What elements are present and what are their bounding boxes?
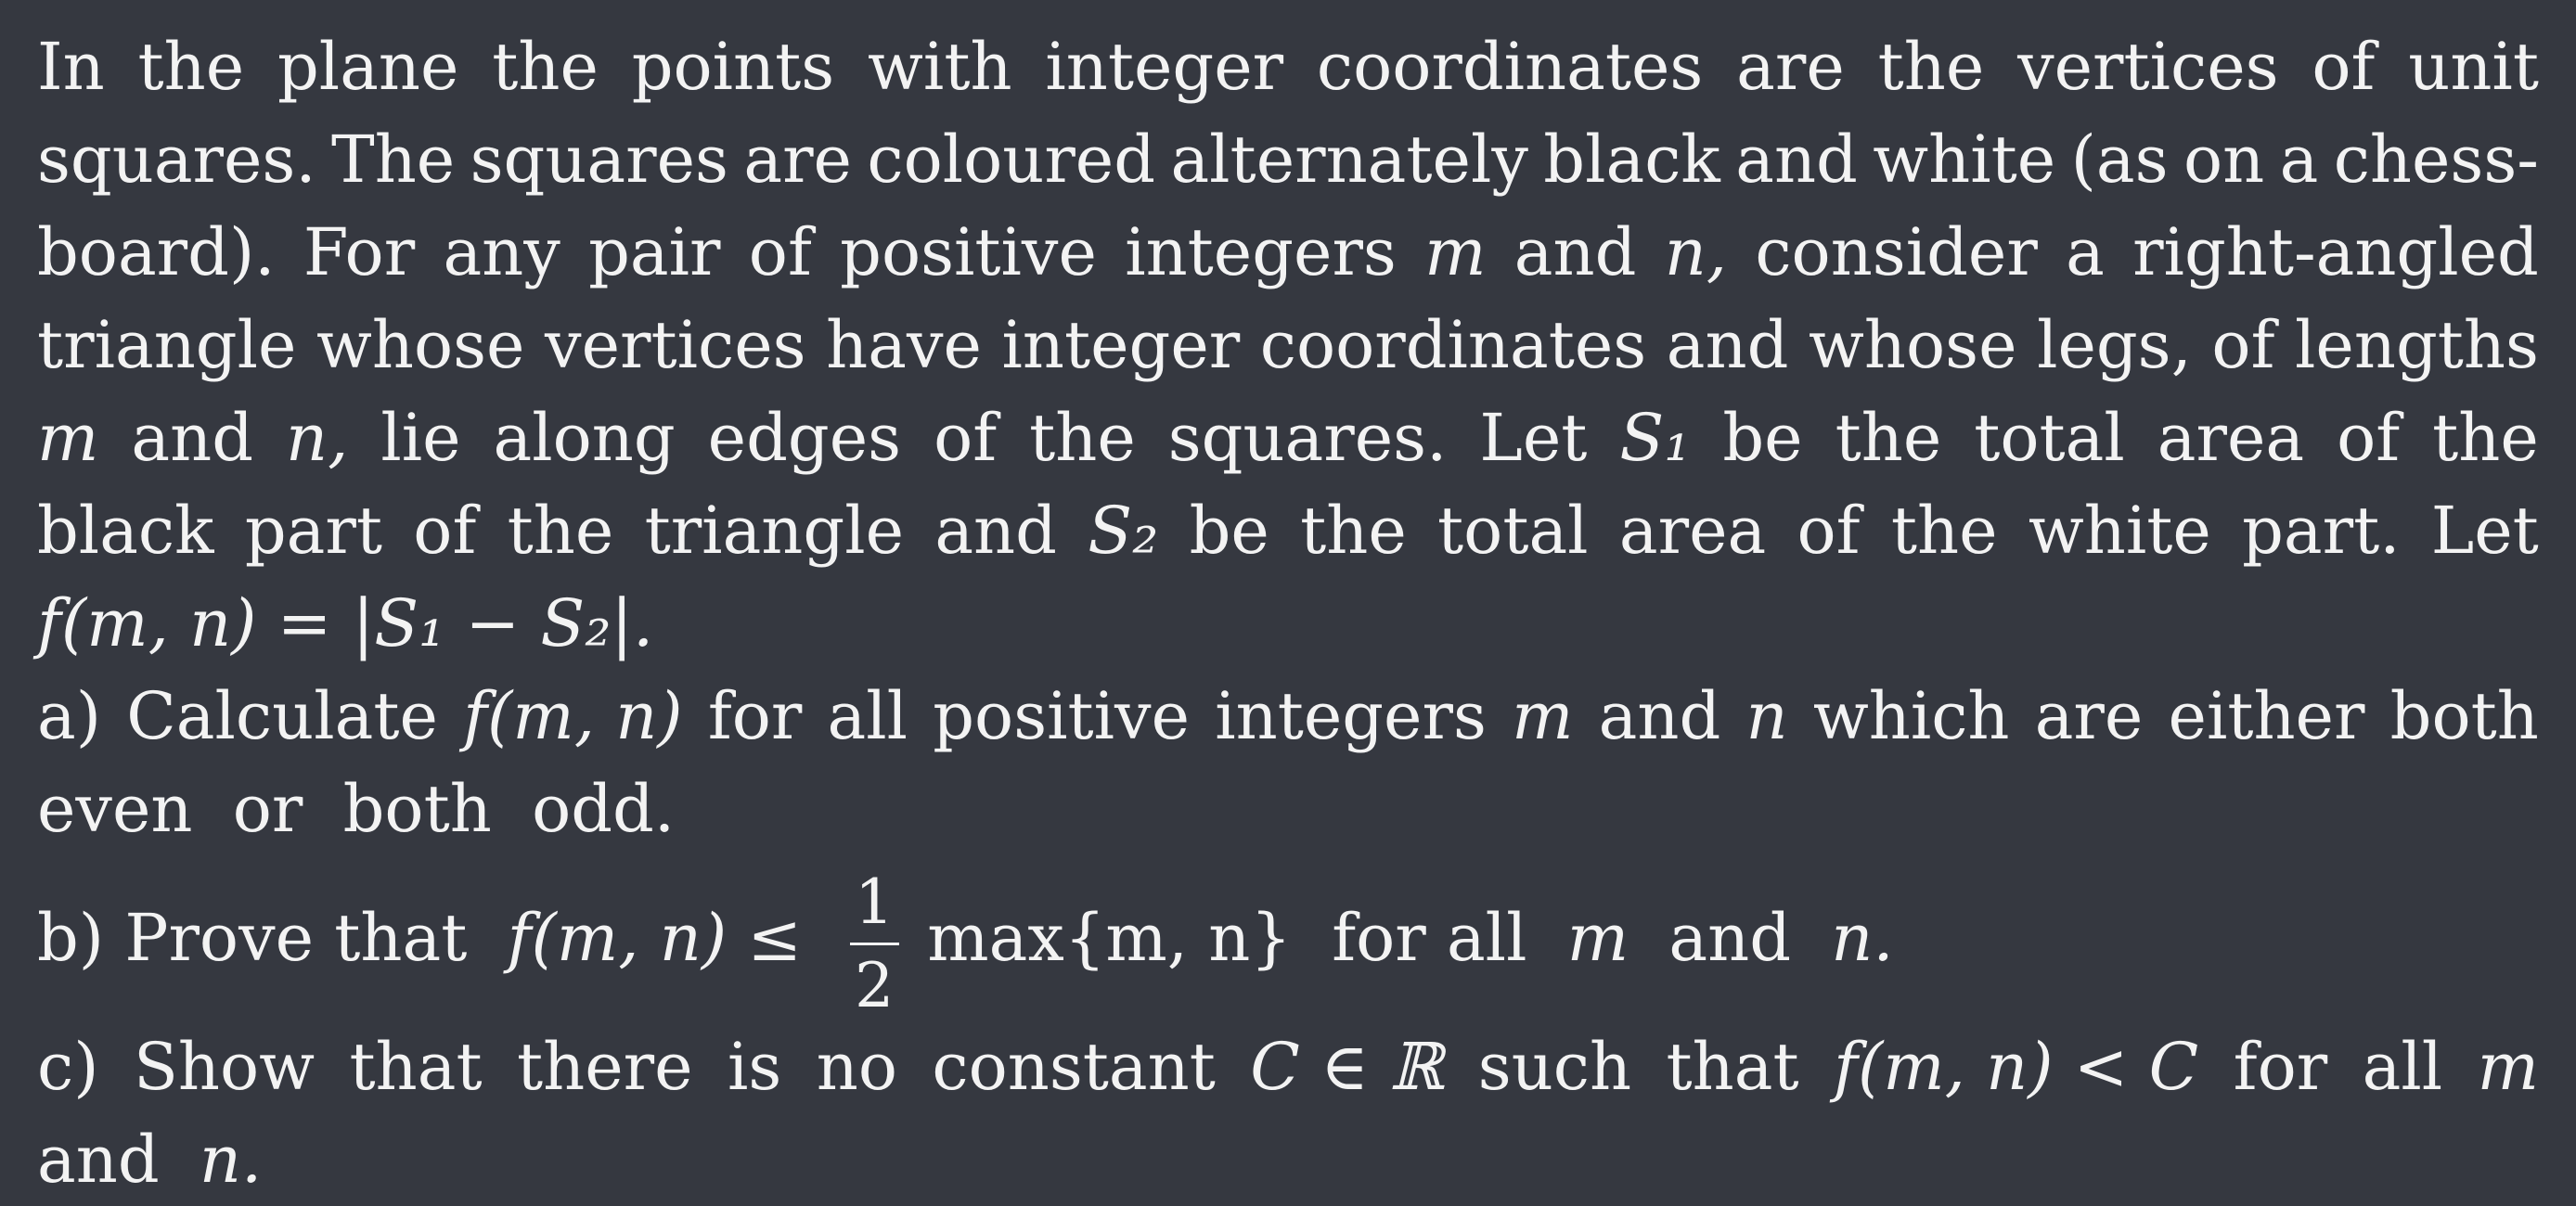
- word: and: [1668, 900, 1792, 976]
- text-line-8-part-a: [37, 670, 2539, 763]
- math-s2: S₂: [1088, 493, 1159, 569]
- word: The: [331, 122, 456, 198]
- word: all: [827, 678, 908, 754]
- math-var-n: n,: [286, 400, 349, 476]
- word: such: [1477, 1029, 1632, 1105]
- word: the: [1300, 493, 1407, 569]
- word: coordinates: [1316, 29, 1704, 105]
- word: pair: [588, 214, 721, 290]
- math-f-le: f(m, n) ≤: [507, 900, 803, 976]
- word: positive: [933, 678, 1191, 754]
- word: have: [826, 307, 982, 383]
- word: legs,: [2037, 307, 2192, 383]
- word: the: [492, 29, 599, 105]
- math-var-m: m: [37, 400, 99, 476]
- word: of: [2337, 400, 2401, 476]
- word: or: [232, 771, 303, 847]
- word: Calculate: [126, 678, 438, 754]
- word: a: [2279, 122, 2319, 198]
- part-c-line-2: [37, 1113, 2539, 1206]
- word: both: [342, 771, 492, 847]
- word: that: [1666, 1029, 1799, 1105]
- word: integers: [1125, 214, 1397, 290]
- word: total: [1974, 400, 2125, 476]
- word: of: [934, 400, 998, 476]
- word: any: [443, 214, 560, 290]
- word: be: [1189, 493, 1269, 569]
- math-var-m: m: [2477, 1029, 2539, 1105]
- word: are: [1736, 29, 1845, 105]
- word: for: [707, 678, 803, 754]
- word: and: [1666, 307, 1789, 383]
- word: white: [2028, 493, 2211, 569]
- word: coloured: [867, 122, 1156, 198]
- word: whose: [1809, 307, 2017, 383]
- math-var-m: m: [1512, 678, 1574, 754]
- word: is: [727, 1029, 782, 1105]
- part-b-line: [37, 855, 2539, 1020]
- text-line-6: [37, 484, 2539, 577]
- word: squares.: [1167, 400, 1448, 476]
- word: for: [2233, 1029, 2328, 1105]
- word: right-angled: [2132, 214, 2539, 290]
- word: board).: [37, 214, 276, 290]
- text-line-4: [37, 299, 2539, 391]
- word: the: [1877, 29, 1985, 105]
- math-var-m: m: [1424, 214, 1487, 290]
- word: points: [631, 29, 835, 105]
- word: squares.: [37, 122, 316, 198]
- word: lengths: [2295, 307, 2539, 383]
- word: the: [1835, 400, 1942, 476]
- math-var-n: n.: [199, 1122, 263, 1198]
- fraction-bar: [850, 943, 899, 945]
- word: of: [748, 214, 812, 290]
- word: a: [2066, 214, 2105, 290]
- word: Let: [2430, 493, 2539, 569]
- word: integer: [1045, 29, 1284, 105]
- word: and: [1513, 214, 1637, 290]
- part-a-label: a): [37, 678, 102, 754]
- word: the: [137, 29, 245, 105]
- word: plane: [277, 29, 459, 105]
- word: lie: [380, 400, 461, 476]
- word: and: [131, 400, 254, 476]
- word: part: [244, 493, 382, 569]
- text-line-3: [37, 206, 2539, 299]
- word: total: [1437, 493, 1589, 569]
- word: are: [2034, 678, 2144, 754]
- word: edges: [707, 400, 902, 476]
- word: part.: [2242, 493, 2401, 569]
- word: of: [413, 493, 477, 569]
- word: the: [1029, 400, 1136, 476]
- text-line-9: [37, 763, 2539, 855]
- word: of: [1797, 493, 1861, 569]
- word: along: [493, 400, 676, 476]
- word: triangle: [37, 307, 297, 383]
- fraction-one-half: [850, 866, 899, 1021]
- word: all: [2362, 1029, 2443, 1105]
- word: both: [2389, 678, 2539, 754]
- word: triangle: [644, 493, 905, 569]
- text-line-2: [37, 113, 2539, 206]
- word: on: [2183, 122, 2265, 198]
- math-f-mn: f(m, n): [463, 678, 683, 754]
- word: For: [303, 214, 416, 290]
- math-var-m: m: [1566, 900, 1629, 976]
- word: and: [37, 1122, 160, 1198]
- word: and: [1735, 122, 1858, 198]
- word: be: [1722, 400, 1803, 476]
- part-c-label: c): [37, 1029, 99, 1105]
- word: there: [517, 1029, 693, 1105]
- word: with: [868, 29, 1012, 105]
- word: area: [2157, 400, 2305, 476]
- word: chess-: [2333, 122, 2539, 198]
- word: squares: [470, 122, 728, 198]
- math-var-n: n.: [1831, 900, 1894, 976]
- word: alternately: [1170, 122, 1528, 198]
- problem-text: [37, 20, 2539, 1206]
- word: the: [1890, 493, 1998, 569]
- word: In: [37, 29, 105, 105]
- word: vertices: [545, 307, 806, 383]
- math-var-n: n: [1745, 678, 1788, 754]
- text-line-5: [37, 391, 2539, 484]
- math-f-less-c: f(m, n) < C: [1834, 1029, 2199, 1105]
- word: integer: [1001, 307, 1241, 383]
- text-line-1: [37, 20, 2539, 113]
- word: Let: [1479, 400, 1588, 476]
- word: consider: [1755, 214, 2038, 290]
- word: positive: [840, 214, 1097, 290]
- math-var-n: n,: [1664, 214, 1728, 290]
- word: vertices: [2017, 29, 2279, 105]
- fraction-numerator: 1: [855, 866, 895, 938]
- word: (as: [2070, 122, 2169, 198]
- word: either: [2168, 678, 2365, 754]
- word: the: [507, 493, 614, 569]
- word: no: [816, 1029, 897, 1105]
- word: black: [37, 493, 214, 569]
- word: and: [1598, 678, 1721, 754]
- math-c-in-reals: C ∈ ℝ: [1250, 1029, 1444, 1105]
- word: white: [1873, 122, 2056, 198]
- word: unit: [2408, 29, 2539, 105]
- math-definition-f: f(m, n) = |S₁ − S₂|.: [37, 585, 654, 661]
- word: odd.: [532, 771, 676, 847]
- word: are: [743, 122, 852, 198]
- word: of: [2312, 29, 2376, 105]
- word: coordinates: [1259, 307, 1647, 383]
- text-line-7: [37, 577, 2539, 670]
- math-max-mn: max{m, n}: [927, 900, 1292, 976]
- word: and: [934, 493, 1057, 569]
- word: that: [349, 1029, 483, 1105]
- word: of: [2211, 307, 2275, 383]
- word: whose: [316, 307, 525, 383]
- part-c-line-1: [37, 1020, 2539, 1113]
- fraction-denominator: 2: [855, 948, 895, 1021]
- word: black: [1543, 122, 1720, 198]
- word: even: [37, 771, 193, 847]
- part-b-prefix: b) Prove that: [37, 900, 468, 976]
- word: constant: [932, 1029, 1216, 1105]
- word: area: [1618, 493, 1767, 569]
- word: Show: [133, 1029, 316, 1105]
- word: the: [2432, 400, 2539, 476]
- word: which: [1812, 678, 2010, 754]
- math-s1: S₁: [1619, 400, 1691, 476]
- word: for all: [1332, 900, 1527, 976]
- word: integers: [1215, 678, 1487, 754]
